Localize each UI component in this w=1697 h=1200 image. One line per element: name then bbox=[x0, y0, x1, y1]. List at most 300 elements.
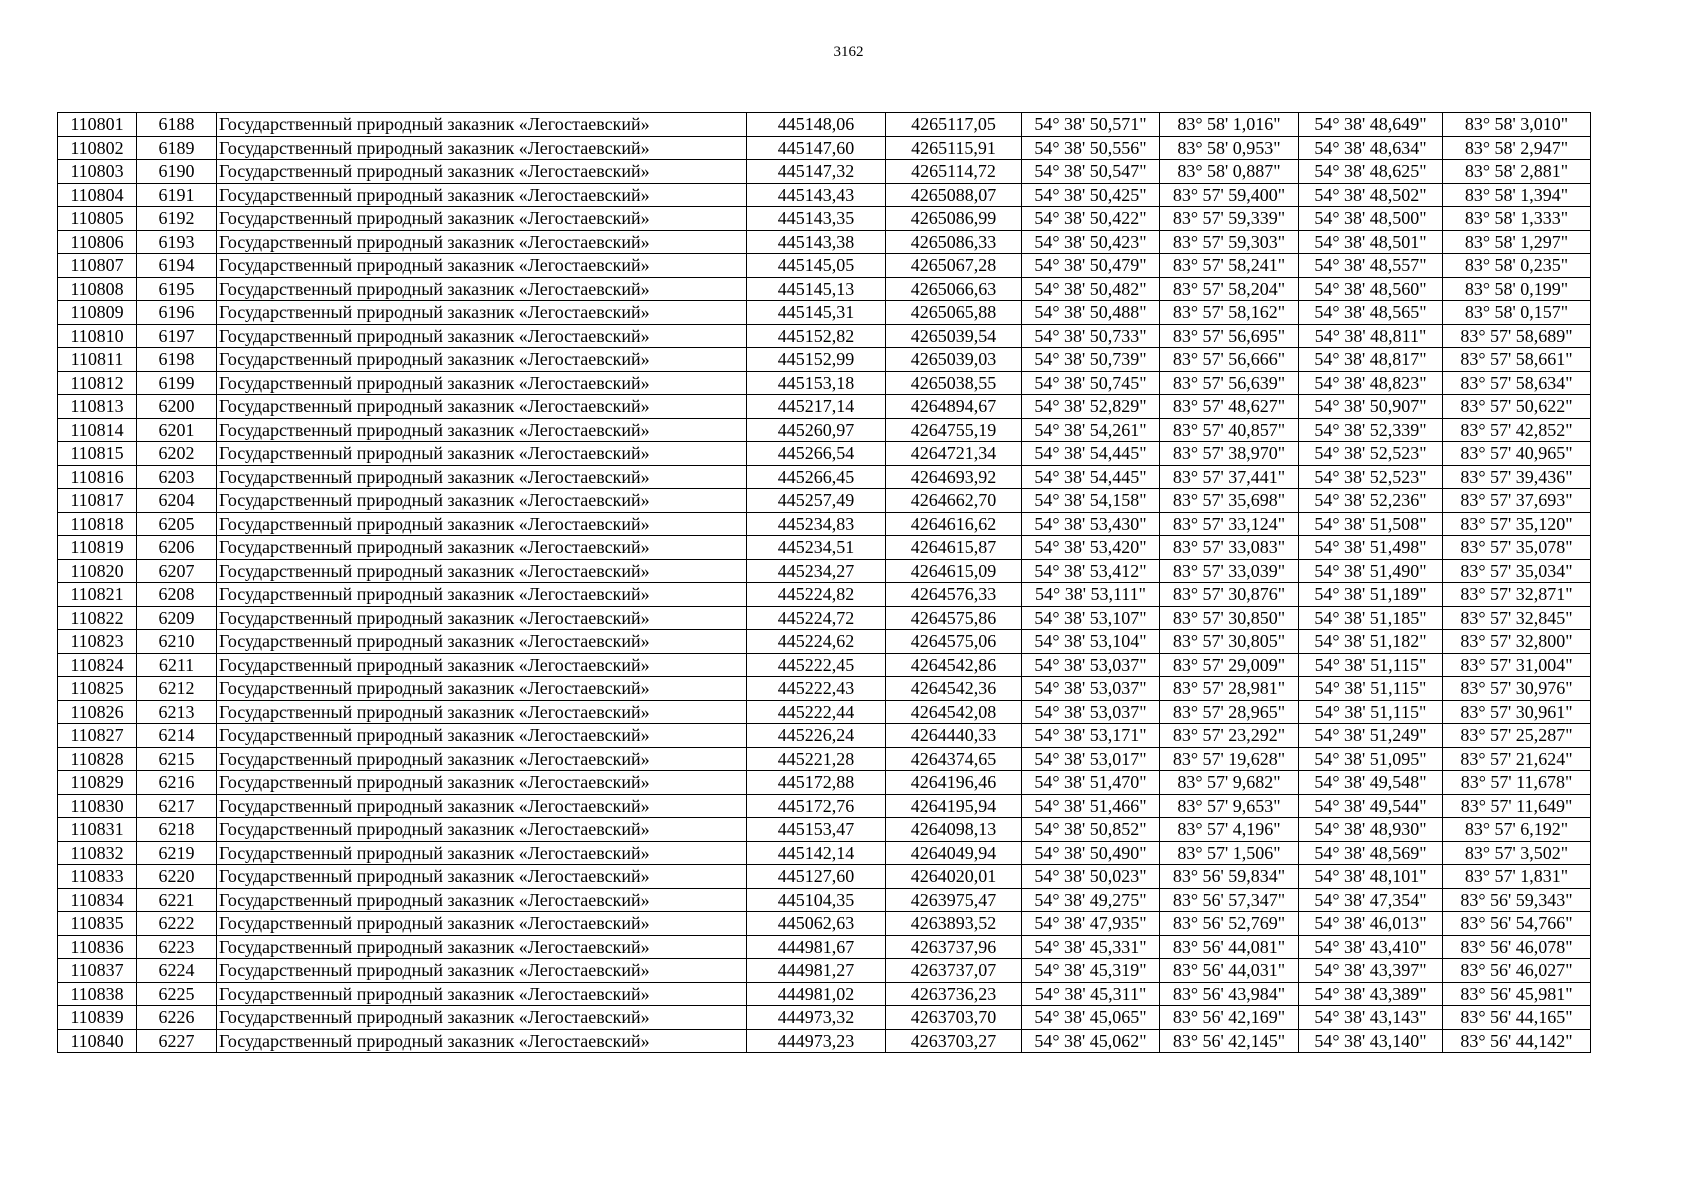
lat-cell-1: 54° 38' 45,062" bbox=[1022, 1029, 1160, 1053]
name-cell: Государственный природный заказник «Легостаевский» bbox=[217, 841, 747, 865]
row-id-cell: 110811 bbox=[58, 348, 137, 372]
x-coord-cell: 445234,27 bbox=[747, 559, 886, 583]
x-coord-cell: 445145,13 bbox=[747, 277, 886, 301]
lon-cell-2: 83° 57' 58,689" bbox=[1443, 324, 1591, 348]
name-cell: Государственный природный заказник «Легостаевский» bbox=[217, 771, 747, 795]
lat-cell-1: 54° 38' 49,275" bbox=[1022, 888, 1160, 912]
lon-cell-1: 83° 57' 48,627" bbox=[1160, 395, 1299, 419]
y-coord-cell: 4265038,55 bbox=[886, 371, 1022, 395]
name-cell: Государственный природный заказник «Легостаевский» bbox=[217, 465, 747, 489]
lon-cell-1: 83° 57' 28,981" bbox=[1160, 677, 1299, 701]
row-id-cell: 110809 bbox=[58, 301, 137, 325]
lat-cell-2: 54° 38' 46,013" bbox=[1299, 912, 1443, 936]
lon-cell-1: 83° 57' 40,857" bbox=[1160, 418, 1299, 442]
name-cell: Государственный природный заказник «Легостаевский» bbox=[217, 254, 747, 278]
name-cell: Государственный природный заказник «Легостаевский» bbox=[217, 747, 747, 771]
x-coord-cell: 445266,54 bbox=[747, 442, 886, 466]
lon-cell-2: 83° 58' 1,333" bbox=[1443, 207, 1591, 231]
name-cell: Государственный природный заказник «Легостаевский» bbox=[217, 113, 747, 137]
name-cell: Государственный природный заказник «Легостаевский» bbox=[217, 935, 747, 959]
name-cell: Государственный природный заказник «Легостаевский» bbox=[217, 888, 747, 912]
lat-cell-1: 54° 38' 50,482" bbox=[1022, 277, 1160, 301]
lon-cell-2: 83° 58' 2,881" bbox=[1443, 160, 1591, 184]
lon-cell-2: 83° 57' 35,120" bbox=[1443, 512, 1591, 536]
lat-cell-2: 54° 38' 48,565" bbox=[1299, 301, 1443, 325]
point-number-cell: 6194 bbox=[137, 254, 217, 278]
point-number-cell: 6227 bbox=[137, 1029, 217, 1053]
row-id-cell: 110819 bbox=[58, 536, 137, 560]
lon-cell-2: 83° 57' 1,831" bbox=[1443, 865, 1591, 889]
y-coord-cell: 4263737,07 bbox=[886, 959, 1022, 983]
x-coord-cell: 445143,38 bbox=[747, 230, 886, 254]
table-row bbox=[58, 418, 1591, 442]
lon-cell-2: 83° 57' 35,078" bbox=[1443, 536, 1591, 560]
name-cell: Государственный природный заказник «Легостаевский» bbox=[217, 442, 747, 466]
table-row bbox=[58, 653, 1591, 677]
lat-cell-1: 54° 38' 50,423" bbox=[1022, 230, 1160, 254]
x-coord-cell: 445224,72 bbox=[747, 606, 886, 630]
row-id-cell: 110838 bbox=[58, 982, 137, 1006]
table-row bbox=[58, 230, 1591, 254]
lat-cell-1: 54° 38' 53,420" bbox=[1022, 536, 1160, 560]
table-row bbox=[58, 865, 1591, 889]
name-cell: Государственный природный заказник «Легостаевский» bbox=[217, 160, 747, 184]
lon-cell-1: 83° 57' 33,124" bbox=[1160, 512, 1299, 536]
table-row bbox=[58, 442, 1591, 466]
name-cell: Государственный природный заказник «Легостаевский» bbox=[217, 559, 747, 583]
lon-cell-1: 83° 57' 30,805" bbox=[1160, 630, 1299, 654]
point-number-cell: 6200 bbox=[137, 395, 217, 419]
x-coord-cell: 445147,32 bbox=[747, 160, 886, 184]
x-coord-cell: 445127,60 bbox=[747, 865, 886, 889]
lat-cell-2: 54° 38' 51,115" bbox=[1299, 677, 1443, 701]
lon-cell-1: 83° 57' 9,653" bbox=[1160, 794, 1299, 818]
name-cell: Государственный природный заказник «Легостаевский» bbox=[217, 653, 747, 677]
lat-cell-2: 54° 38' 49,548" bbox=[1299, 771, 1443, 795]
row-id-cell: 110801 bbox=[58, 113, 137, 137]
x-coord-cell: 445224,62 bbox=[747, 630, 886, 654]
point-number-cell: 6198 bbox=[137, 348, 217, 372]
coordinates-table bbox=[57, 112, 1591, 1053]
lat-cell-2: 54° 38' 48,649" bbox=[1299, 113, 1443, 137]
lat-cell-1: 54° 38' 53,107" bbox=[1022, 606, 1160, 630]
point-number-cell: 6215 bbox=[137, 747, 217, 771]
row-id-cell: 110816 bbox=[58, 465, 137, 489]
name-cell: Государственный природный заказник «Легостаевский» bbox=[217, 489, 747, 513]
x-coord-cell: 444973,32 bbox=[747, 1006, 886, 1030]
table-row bbox=[58, 1006, 1591, 1030]
x-coord-cell: 445226,24 bbox=[747, 724, 886, 748]
lon-cell-1: 83° 57' 59,303" bbox=[1160, 230, 1299, 254]
name-cell: Государственный природный заказник «Легостаевский» bbox=[217, 606, 747, 630]
table-row bbox=[58, 489, 1591, 513]
lat-cell-2: 54° 38' 43,140" bbox=[1299, 1029, 1443, 1053]
x-coord-cell: 445234,83 bbox=[747, 512, 886, 536]
lon-cell-2: 83° 56' 59,343" bbox=[1443, 888, 1591, 912]
table-row bbox=[58, 301, 1591, 325]
lat-cell-1: 54° 38' 50,571" bbox=[1022, 113, 1160, 137]
table-row bbox=[58, 935, 1591, 959]
lon-cell-1: 83° 57' 38,970" bbox=[1160, 442, 1299, 466]
point-number-cell: 6201 bbox=[137, 418, 217, 442]
lat-cell-1: 54° 38' 54,261" bbox=[1022, 418, 1160, 442]
row-id-cell: 110833 bbox=[58, 865, 137, 889]
lat-cell-1: 54° 38' 50,490" bbox=[1022, 841, 1160, 865]
lon-cell-2: 83° 57' 32,845" bbox=[1443, 606, 1591, 630]
lat-cell-2: 54° 38' 48,625" bbox=[1299, 160, 1443, 184]
y-coord-cell: 4265088,07 bbox=[886, 183, 1022, 207]
row-id-cell: 110815 bbox=[58, 442, 137, 466]
name-cell: Государственный природный заказник «Легостаевский» bbox=[217, 982, 747, 1006]
point-number-cell: 6188 bbox=[137, 113, 217, 137]
y-coord-cell: 4264615,09 bbox=[886, 559, 1022, 583]
point-number-cell: 6190 bbox=[137, 160, 217, 184]
table-row bbox=[58, 630, 1591, 654]
x-coord-cell: 444981,02 bbox=[747, 982, 886, 1006]
table-row bbox=[58, 136, 1591, 160]
point-number-cell: 6222 bbox=[137, 912, 217, 936]
lon-cell-2: 83° 58' 0,199" bbox=[1443, 277, 1591, 301]
point-number-cell: 6211 bbox=[137, 653, 217, 677]
row-id-cell: 110837 bbox=[58, 959, 137, 983]
name-cell: Государственный природный заказник «Легостаевский» bbox=[217, 724, 747, 748]
lat-cell-1: 54° 38' 50,852" bbox=[1022, 818, 1160, 842]
lat-cell-2: 54° 38' 51,189" bbox=[1299, 583, 1443, 607]
x-coord-cell: 444973,23 bbox=[747, 1029, 886, 1053]
x-coord-cell: 445152,99 bbox=[747, 348, 886, 372]
y-coord-cell: 4265117,05 bbox=[886, 113, 1022, 137]
point-number-cell: 6218 bbox=[137, 818, 217, 842]
lon-cell-1: 83° 57' 30,850" bbox=[1160, 606, 1299, 630]
table-row bbox=[58, 324, 1591, 348]
lat-cell-1: 54° 38' 45,065" bbox=[1022, 1006, 1160, 1030]
lat-cell-2: 54° 38' 48,557" bbox=[1299, 254, 1443, 278]
lon-cell-2: 83° 56' 44,142" bbox=[1443, 1029, 1591, 1053]
lon-cell-1: 83° 57' 59,339" bbox=[1160, 207, 1299, 231]
table-row bbox=[58, 771, 1591, 795]
lon-cell-2: 83° 57' 3,502" bbox=[1443, 841, 1591, 865]
lon-cell-2: 83° 57' 50,622" bbox=[1443, 395, 1591, 419]
lon-cell-2: 83° 58' 0,157" bbox=[1443, 301, 1591, 325]
lat-cell-2: 54° 38' 43,143" bbox=[1299, 1006, 1443, 1030]
lon-cell-2: 83° 56' 44,165" bbox=[1443, 1006, 1591, 1030]
y-coord-cell: 4265115,91 bbox=[886, 136, 1022, 160]
name-cell: Государственный природный заказник «Легостаевский» bbox=[217, 348, 747, 372]
x-coord-cell: 445152,82 bbox=[747, 324, 886, 348]
x-coord-cell: 445143,43 bbox=[747, 183, 886, 207]
lat-cell-2: 54° 38' 51,508" bbox=[1299, 512, 1443, 536]
lat-cell-2: 54° 38' 52,339" bbox=[1299, 418, 1443, 442]
name-cell: Государственный природный заказник «Легостаевский» bbox=[217, 818, 747, 842]
lon-cell-1: 83° 57' 56,639" bbox=[1160, 371, 1299, 395]
row-id-cell: 110839 bbox=[58, 1006, 137, 1030]
lon-cell-1: 83° 57' 59,400" bbox=[1160, 183, 1299, 207]
table-row bbox=[58, 559, 1591, 583]
y-coord-cell: 4263703,70 bbox=[886, 1006, 1022, 1030]
lon-cell-1: 83° 57' 1,506" bbox=[1160, 841, 1299, 865]
lon-cell-1: 83° 57' 58,162" bbox=[1160, 301, 1299, 325]
row-id-cell: 110810 bbox=[58, 324, 137, 348]
x-coord-cell: 445145,31 bbox=[747, 301, 886, 325]
lon-cell-1: 83° 57' 37,441" bbox=[1160, 465, 1299, 489]
row-id-cell: 110836 bbox=[58, 935, 137, 959]
lon-cell-1: 83° 57' 33,039" bbox=[1160, 559, 1299, 583]
lat-cell-1: 54° 38' 50,739" bbox=[1022, 348, 1160, 372]
lat-cell-1: 54° 38' 53,171" bbox=[1022, 724, 1160, 748]
point-number-cell: 6213 bbox=[137, 700, 217, 724]
lon-cell-1: 83° 57' 56,666" bbox=[1160, 348, 1299, 372]
lon-cell-2: 83° 56' 46,078" bbox=[1443, 935, 1591, 959]
lon-cell-1: 83° 58' 0,887" bbox=[1160, 160, 1299, 184]
lat-cell-2: 54° 38' 48,817" bbox=[1299, 348, 1443, 372]
lon-cell-1: 83° 56' 42,145" bbox=[1160, 1029, 1299, 1053]
point-number-cell: 6223 bbox=[137, 935, 217, 959]
lat-cell-2: 54° 38' 43,397" bbox=[1299, 959, 1443, 983]
x-coord-cell: 445224,82 bbox=[747, 583, 886, 607]
lat-cell-2: 54° 38' 48,500" bbox=[1299, 207, 1443, 231]
lon-cell-2: 83° 57' 30,961" bbox=[1443, 700, 1591, 724]
lon-cell-1: 83° 57' 58,204" bbox=[1160, 277, 1299, 301]
lon-cell-1: 83° 56' 44,031" bbox=[1160, 959, 1299, 983]
table-row bbox=[58, 207, 1591, 231]
x-coord-cell: 445172,88 bbox=[747, 771, 886, 795]
x-coord-cell: 445172,76 bbox=[747, 794, 886, 818]
row-id-cell: 110802 bbox=[58, 136, 137, 160]
lon-cell-1: 83° 56' 59,834" bbox=[1160, 865, 1299, 889]
lat-cell-2: 54° 38' 51,185" bbox=[1299, 606, 1443, 630]
x-coord-cell: 445222,45 bbox=[747, 653, 886, 677]
lon-cell-1: 83° 56' 52,769" bbox=[1160, 912, 1299, 936]
row-id-cell: 110835 bbox=[58, 912, 137, 936]
x-coord-cell: 445153,18 bbox=[747, 371, 886, 395]
lat-cell-2: 54° 38' 51,249" bbox=[1299, 724, 1443, 748]
page-number: 3162 bbox=[833, 44, 864, 60]
y-coord-cell: 4264542,08 bbox=[886, 700, 1022, 724]
table-row bbox=[58, 818, 1591, 842]
x-coord-cell: 445062,63 bbox=[747, 912, 886, 936]
lat-cell-2: 54° 38' 43,410" bbox=[1299, 935, 1443, 959]
point-number-cell: 6206 bbox=[137, 536, 217, 560]
lat-cell-1: 54° 38' 53,037" bbox=[1022, 677, 1160, 701]
lon-cell-2: 83° 56' 46,027" bbox=[1443, 959, 1591, 983]
lat-cell-1: 54° 38' 50,745" bbox=[1022, 371, 1160, 395]
lon-cell-1: 83° 56' 57,347" bbox=[1160, 888, 1299, 912]
y-coord-cell: 4264195,94 bbox=[886, 794, 1022, 818]
table-row bbox=[58, 677, 1591, 701]
lat-cell-2: 54° 38' 48,811" bbox=[1299, 324, 1443, 348]
lat-cell-2: 54° 38' 48,502" bbox=[1299, 183, 1443, 207]
lat-cell-2: 54° 38' 48,823" bbox=[1299, 371, 1443, 395]
y-coord-cell: 4263703,27 bbox=[886, 1029, 1022, 1053]
name-cell: Государственный природный заказник «Легостаевский» bbox=[217, 183, 747, 207]
lon-cell-2: 83° 57' 11,649" bbox=[1443, 794, 1591, 818]
table-row bbox=[58, 747, 1591, 771]
x-coord-cell: 445104,35 bbox=[747, 888, 886, 912]
point-number-cell: 6224 bbox=[137, 959, 217, 983]
x-coord-cell: 445147,60 bbox=[747, 136, 886, 160]
lat-cell-1: 54° 38' 54,445" bbox=[1022, 465, 1160, 489]
y-coord-cell: 4265114,72 bbox=[886, 160, 1022, 184]
y-coord-cell: 4264693,92 bbox=[886, 465, 1022, 489]
table-row bbox=[58, 395, 1591, 419]
point-number-cell: 6205 bbox=[137, 512, 217, 536]
table-row bbox=[58, 888, 1591, 912]
row-id-cell: 110808 bbox=[58, 277, 137, 301]
lon-cell-2: 83° 58' 1,297" bbox=[1443, 230, 1591, 254]
table-row bbox=[58, 959, 1591, 983]
lon-cell-1: 83° 57' 9,682" bbox=[1160, 771, 1299, 795]
row-id-cell: 110832 bbox=[58, 841, 137, 865]
lat-cell-1: 54° 38' 50,488" bbox=[1022, 301, 1160, 325]
y-coord-cell: 4264196,46 bbox=[886, 771, 1022, 795]
table-row bbox=[58, 183, 1591, 207]
y-coord-cell: 4265066,63 bbox=[886, 277, 1022, 301]
lat-cell-2: 54° 38' 52,523" bbox=[1299, 465, 1443, 489]
y-coord-cell: 4264755,19 bbox=[886, 418, 1022, 442]
lon-cell-2: 83° 57' 32,800" bbox=[1443, 630, 1591, 654]
lon-cell-2: 83° 57' 42,852" bbox=[1443, 418, 1591, 442]
name-cell: Государственный природный заказник «Легостаевский» bbox=[217, 230, 747, 254]
y-coord-cell: 4264616,62 bbox=[886, 512, 1022, 536]
lat-cell-2: 54° 38' 48,101" bbox=[1299, 865, 1443, 889]
row-id-cell: 110834 bbox=[58, 888, 137, 912]
table-row bbox=[58, 371, 1591, 395]
x-coord-cell: 445142,14 bbox=[747, 841, 886, 865]
lat-cell-2: 54° 38' 51,498" bbox=[1299, 536, 1443, 560]
lat-cell-1: 54° 38' 53,430" bbox=[1022, 512, 1160, 536]
y-coord-cell: 4265039,03 bbox=[886, 348, 1022, 372]
lat-cell-1: 54° 38' 53,412" bbox=[1022, 559, 1160, 583]
table-row bbox=[58, 583, 1591, 607]
lon-cell-1: 83° 57' 23,292" bbox=[1160, 724, 1299, 748]
row-id-cell: 110829 bbox=[58, 771, 137, 795]
name-cell: Государственный природный заказник «Легостаевский» bbox=[217, 583, 747, 607]
lon-cell-2: 83° 58' 0,235" bbox=[1443, 254, 1591, 278]
x-coord-cell: 445145,05 bbox=[747, 254, 886, 278]
lat-cell-1: 54° 38' 50,547" bbox=[1022, 160, 1160, 184]
lon-cell-1: 83° 57' 29,009" bbox=[1160, 653, 1299, 677]
lon-cell-2: 83° 58' 3,010" bbox=[1443, 113, 1591, 137]
name-cell: Государственный природный заказник «Легостаевский» bbox=[217, 1006, 747, 1030]
name-cell: Государственный природный заказник «Легостаевский» bbox=[217, 700, 747, 724]
row-id-cell: 110827 bbox=[58, 724, 137, 748]
x-coord-cell: 445153,47 bbox=[747, 818, 886, 842]
lon-cell-2: 83° 58' 2,947" bbox=[1443, 136, 1591, 160]
x-coord-cell: 445221,28 bbox=[747, 747, 886, 771]
name-cell: Государственный природный заказник «Легостаевский» bbox=[217, 395, 747, 419]
name-cell: Государственный природный заказник «Легостаевский» bbox=[217, 418, 747, 442]
lat-cell-1: 54° 38' 50,023" bbox=[1022, 865, 1160, 889]
lat-cell-2: 54° 38' 48,569" bbox=[1299, 841, 1443, 865]
point-number-cell: 6208 bbox=[137, 583, 217, 607]
table-row bbox=[58, 606, 1591, 630]
lat-cell-1: 54° 38' 53,037" bbox=[1022, 653, 1160, 677]
point-number-cell: 6221 bbox=[137, 888, 217, 912]
lon-cell-1: 83° 58' 0,953" bbox=[1160, 136, 1299, 160]
y-coord-cell: 4264662,70 bbox=[886, 489, 1022, 513]
table-row bbox=[58, 113, 1591, 137]
point-number-cell: 6203 bbox=[137, 465, 217, 489]
row-id-cell: 110813 bbox=[58, 395, 137, 419]
point-number-cell: 6191 bbox=[137, 183, 217, 207]
name-cell: Государственный природный заказник «Легостаевский» bbox=[217, 794, 747, 818]
point-number-cell: 6196 bbox=[137, 301, 217, 325]
table-row bbox=[58, 348, 1591, 372]
lat-cell-1: 54° 38' 51,466" bbox=[1022, 794, 1160, 818]
row-id-cell: 110817 bbox=[58, 489, 137, 513]
lat-cell-1: 54° 38' 53,017" bbox=[1022, 747, 1160, 771]
lat-cell-1: 54° 38' 45,331" bbox=[1022, 935, 1160, 959]
lon-cell-1: 83° 56' 44,081" bbox=[1160, 935, 1299, 959]
table-row bbox=[58, 912, 1591, 936]
point-number-cell: 6204 bbox=[137, 489, 217, 513]
lat-cell-1: 54° 38' 47,935" bbox=[1022, 912, 1160, 936]
lat-cell-2: 54° 38' 50,907" bbox=[1299, 395, 1443, 419]
table-row bbox=[58, 1029, 1591, 1053]
point-number-cell: 6225 bbox=[137, 982, 217, 1006]
table-row bbox=[58, 700, 1591, 724]
table-row bbox=[58, 536, 1591, 560]
y-coord-cell: 4263893,52 bbox=[886, 912, 1022, 936]
row-id-cell: 110807 bbox=[58, 254, 137, 278]
row-id-cell: 110814 bbox=[58, 418, 137, 442]
lat-cell-2: 54° 38' 51,115" bbox=[1299, 700, 1443, 724]
x-coord-cell: 445143,35 bbox=[747, 207, 886, 231]
row-id-cell: 110821 bbox=[58, 583, 137, 607]
lat-cell-1: 54° 38' 51,470" bbox=[1022, 771, 1160, 795]
lat-cell-2: 54° 38' 52,236" bbox=[1299, 489, 1443, 513]
table-row bbox=[58, 254, 1591, 278]
row-id-cell: 110822 bbox=[58, 606, 137, 630]
lat-cell-1: 54° 38' 54,445" bbox=[1022, 442, 1160, 466]
lat-cell-1: 54° 38' 50,425" bbox=[1022, 183, 1160, 207]
y-coord-cell: 4264049,94 bbox=[886, 841, 1022, 865]
lat-cell-1: 54° 38' 45,311" bbox=[1022, 982, 1160, 1006]
x-coord-cell: 445266,45 bbox=[747, 465, 886, 489]
lon-cell-2: 83° 56' 45,981" bbox=[1443, 982, 1591, 1006]
lat-cell-1: 54° 38' 50,479" bbox=[1022, 254, 1160, 278]
point-number-cell: 6217 bbox=[137, 794, 217, 818]
y-coord-cell: 4264374,65 bbox=[886, 747, 1022, 771]
y-coord-cell: 4264615,87 bbox=[886, 536, 1022, 560]
point-number-cell: 6214 bbox=[137, 724, 217, 748]
lat-cell-2: 54° 38' 43,389" bbox=[1299, 982, 1443, 1006]
row-id-cell: 110840 bbox=[58, 1029, 137, 1053]
point-number-cell: 6195 bbox=[137, 277, 217, 301]
lon-cell-2: 83° 58' 1,394" bbox=[1443, 183, 1591, 207]
lat-cell-2: 54° 38' 52,523" bbox=[1299, 442, 1443, 466]
y-coord-cell: 4265086,33 bbox=[886, 230, 1022, 254]
lon-cell-2: 83° 57' 31,004" bbox=[1443, 653, 1591, 677]
lon-cell-1: 83° 57' 30,876" bbox=[1160, 583, 1299, 607]
lat-cell-2: 54° 38' 48,501" bbox=[1299, 230, 1443, 254]
row-id-cell: 110805 bbox=[58, 207, 137, 231]
row-id-cell: 110826 bbox=[58, 700, 137, 724]
row-id-cell: 110825 bbox=[58, 677, 137, 701]
y-coord-cell: 4263736,23 bbox=[886, 982, 1022, 1006]
point-number-cell: 6212 bbox=[137, 677, 217, 701]
row-id-cell: 110812 bbox=[58, 371, 137, 395]
lon-cell-2: 83° 57' 21,624" bbox=[1443, 747, 1591, 771]
lon-cell-1: 83° 57' 58,241" bbox=[1160, 254, 1299, 278]
point-number-cell: 6193 bbox=[137, 230, 217, 254]
point-number-cell: 6202 bbox=[137, 442, 217, 466]
y-coord-cell: 4264721,34 bbox=[886, 442, 1022, 466]
y-coord-cell: 4264542,86 bbox=[886, 653, 1022, 677]
x-coord-cell: 444981,27 bbox=[747, 959, 886, 983]
x-coord-cell: 445234,51 bbox=[747, 536, 886, 560]
lon-cell-2: 83° 56' 54,766" bbox=[1443, 912, 1591, 936]
